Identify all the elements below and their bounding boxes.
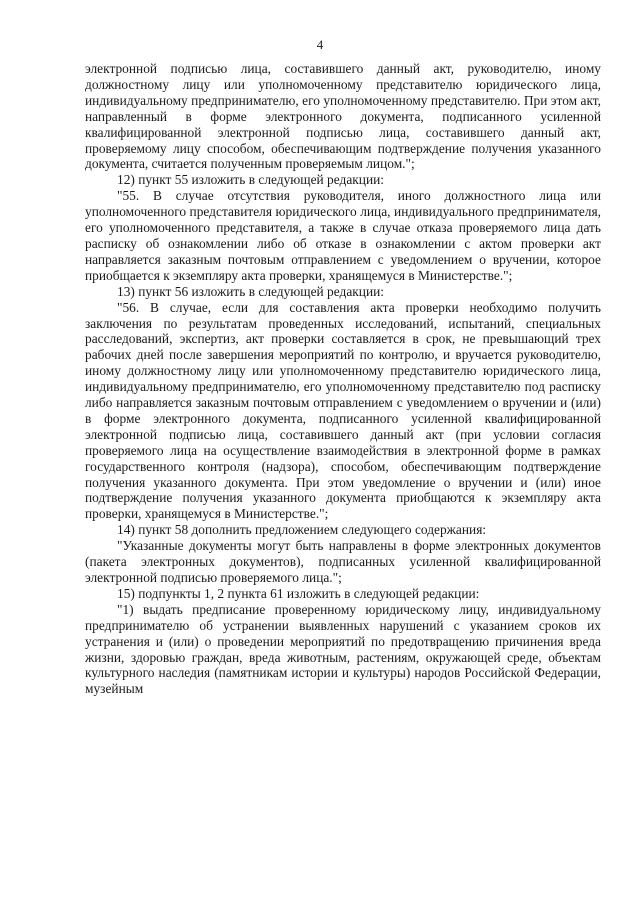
paragraph-clause-58: "Указанные документы могут быть направлены в форме электронных документов (пакета электронных документов), подписанных усиленной квалифицированной электронной подписью проверяемого лица."; — [85, 538, 601, 585]
paragraph-clause-55: "55. В случае отсутствия руководителя, иного должностного лица или уполномоченного представителя юридического лица, индивидуального предпринимателя, его уполномоченного представителя, а также в случае отказа проверяемого лица дать расписку об ознакомлении либо об отказе в ознакомлении с актом проверки акт направляется заказным почтовым отправлением с уведомлением о вручении, которое приобщается к экземпляру акта проверки, хранящемуся в Министерстве."; — [85, 188, 601, 283]
paragraph-clause-61: "1) выдать предписание проверенному юридическому лицу, индивидуальному предпринимателю об устранении выявленных нарушений с указанием сроков их устранения и (или) о проведении мероприятий по предотвращению причинения вреда жизни, здоровью граждан, вреда животным, растениям, окружающей среде, объектам культурного наследия (памятникам истории и культуры) народов Российской Федерации, музейным — [85, 601, 601, 697]
document-body — [85, 61, 601, 697]
paragraph-continuation: электронной подписью лица, составившего данный акт, руководителю, иному должностному лицу или уполномоченному представителю юридического лица, индивидуальному предпринимателю, его уполномоченному представителю. При этом акт, направленный в форме электронного документа, подписанного усиленной квалифицированной электронной подписью лица, составившего данный акт, проверяемому лицу способом, обеспечивающим подтверждение получения указанного документа, считается полученным проверяемым лицом."; — [85, 61, 601, 172]
paragraph-item-13: 13) пункт 56 изложить в следующей редакции: — [117, 283, 385, 299]
paragraph-item-12: 12) пункт 55 изложить в следующей редакции: — [117, 172, 385, 188]
page-number: 4 — [316, 37, 324, 52]
paragraph-clause-56: "56. В случае, если для составления акта проверки необходимо получить заключения по результатам проведенных исследований, испытаний, специальных расследований, экспертиз, акт проверки составляется в срок, не превышающий трех рабочих дней после завершения мероприятий по контролю, и вручается руководителю, иному должностному лицу или уполномоченному представителю юридического лица, индивидуальному предпринимателю, его уполномоченному представителю под расписку либо направляется заказным почтовым отправлением с уведомлением о вручении и (или) в форме электронного документа, подписанного усиленной квалифицированной электронной подписью лица, составившего данный акт (при условии согласия проверяемого лица на осуществление взаимодействия в электронной форме в рамках государственного контроля (надзора), способом, обеспечивающим подтверждение получения указанного документа. При этом уведомление о вручении и (или) иное подтверждение получения указанного документа приобщаются к экземпляру акта проверки, хранящемуся в Министерстве."; — [85, 299, 601, 522]
paragraph-item-14: 14) пункт 58 дополнить предложением следующего содержания: — [117, 522, 487, 538]
paragraph-item-15: 15) подпункты 1, 2 пункта 61 изложить в следующей редакции: — [117, 585, 480, 601]
